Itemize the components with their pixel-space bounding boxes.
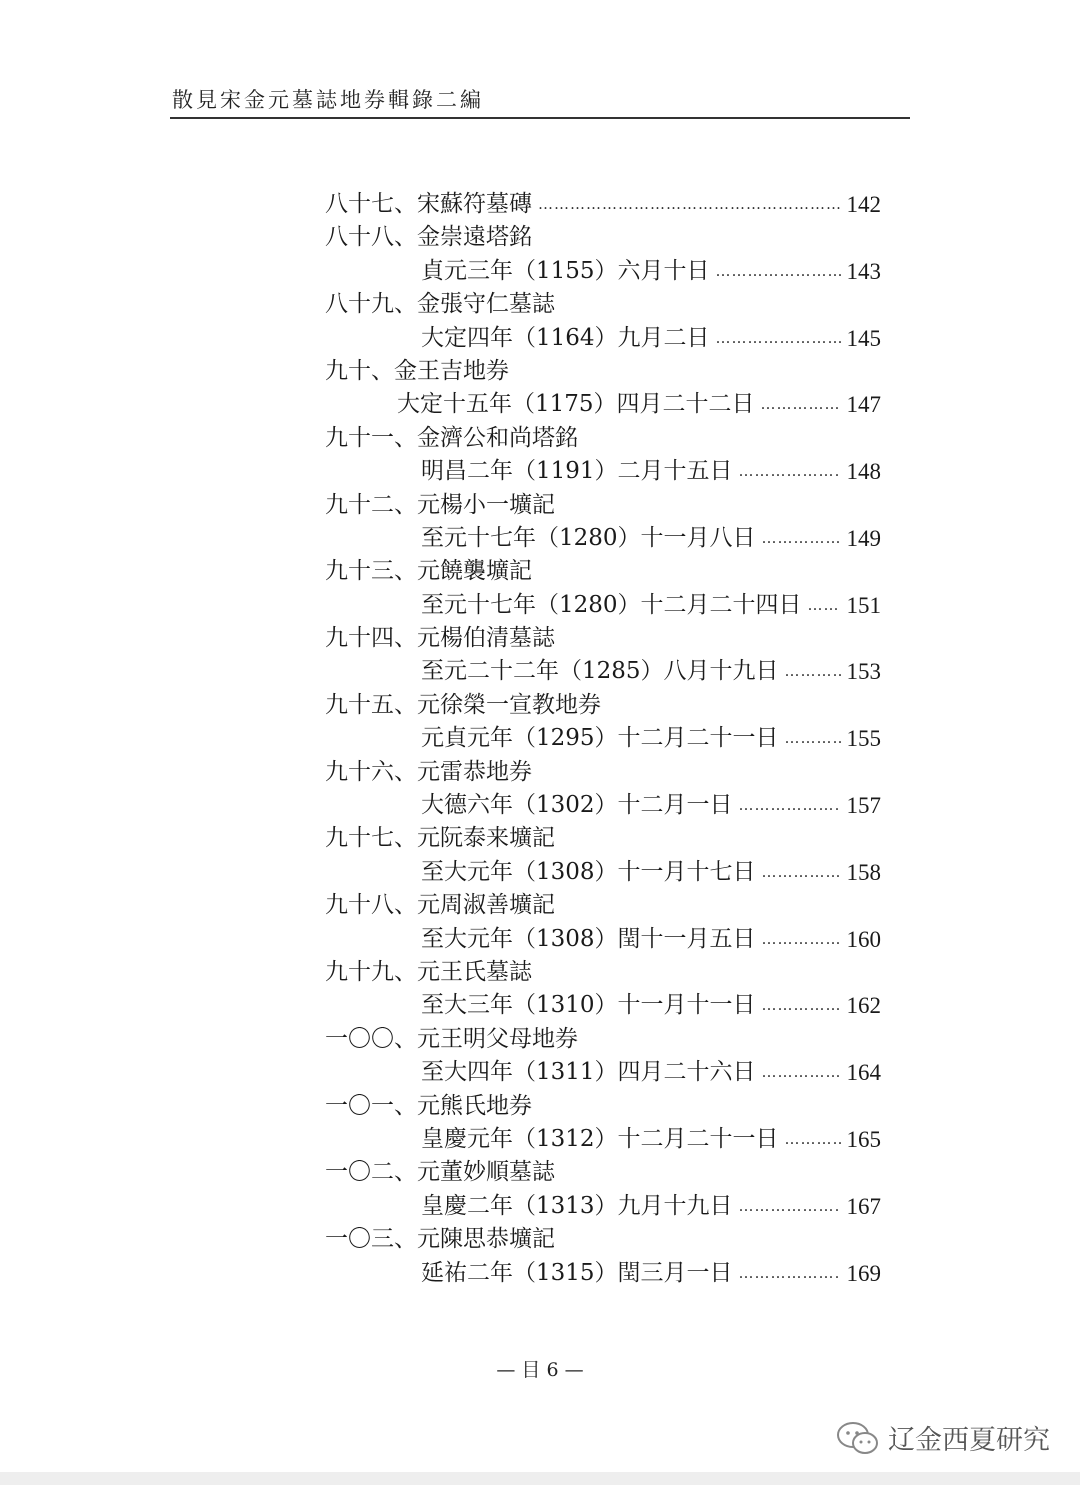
dot-leader: [716, 322, 841, 355]
header-rule: [170, 117, 910, 119]
toc-entry: [325, 1223, 881, 1290]
toc-page-number: 165: [846, 1126, 881, 1152]
toc-title-line: [325, 422, 881, 455]
toc-page-number: 151: [846, 592, 881, 618]
dot-leader: [739, 1257, 841, 1290]
toc-title-line: [325, 1156, 881, 1189]
toc-date-line: [325, 856, 881, 889]
toc-title-line: [325, 1023, 881, 1056]
dot-leader: [538, 188, 841, 221]
toc-entry-date: 至大元年（1308）十一月十七日: [421, 858, 756, 885]
dot-leader: [716, 255, 841, 288]
toc-page-number: 167: [846, 1193, 881, 1219]
toc-entry-date: 延祐二年（1315）閏三月一日: [421, 1259, 733, 1286]
dot-leader: [785, 722, 841, 755]
toc-entry-number: 一〇〇、: [325, 1025, 417, 1052]
watermark-text: 辽金西夏研究: [888, 1425, 1050, 1456]
toc-entry-date: 至大四年（1311）四月二十六日: [421, 1059, 756, 1086]
table-of-contents: [325, 188, 881, 1290]
toc-page-number: 147: [846, 392, 881, 418]
toc-title-line: [325, 355, 881, 388]
toc-title-line: [325, 221, 881, 254]
toc-entry: [325, 622, 881, 689]
dot-leader: [762, 1056, 841, 1089]
toc-entry-date: 元貞元年（1295）十二月二十一日: [421, 725, 779, 752]
toc-entry-title: 元楊伯清墓誌: [417, 625, 555, 652]
toc-title-line: [325, 822, 881, 855]
toc-entry-title: 元熊氏地券: [417, 1092, 532, 1119]
toc-entry-title: 元雷恭地券: [417, 758, 532, 785]
toc-page-number: 157: [846, 793, 881, 819]
toc-title-line: [325, 288, 881, 321]
toc-title-line: [325, 956, 881, 989]
dot-leader: [785, 655, 841, 688]
dot-leader: [762, 522, 841, 555]
toc-entry-date: 至大三年（1310）十一月十一日: [421, 992, 756, 1019]
dot-leader: [762, 923, 841, 956]
dot-leader: [739, 1190, 841, 1223]
page-folio: — 目 6 —: [496, 1359, 584, 1381]
toc-entry-number: 九十六、: [325, 758, 417, 785]
running-head: 散見宋金元墓誌地券輯錄二編: [172, 88, 484, 112]
toc-date-line: [325, 1257, 881, 1290]
toc-entry-number: 八十八、: [325, 224, 417, 251]
toc-entry-title: 金崇遠塔銘: [417, 224, 532, 251]
toc-entry-title: 元楊小一壙記: [417, 491, 555, 518]
toc-date-line: [325, 1190, 881, 1223]
toc-title-line: [325, 756, 881, 789]
toc-page-number: 145: [846, 325, 881, 351]
toc-date-line: [325, 388, 881, 421]
toc-entry-title: 金王吉地券: [394, 357, 509, 384]
dot-leader: [739, 455, 841, 488]
toc-entry-date: 皇慶元年（1312）十二月二十一日: [421, 1125, 779, 1152]
toc-entry-number: 九十五、: [325, 691, 417, 718]
dot-leader: [808, 589, 841, 622]
toc-entry-date: 明昌二年（1191）二月十五日: [421, 458, 733, 485]
dot-leader: [762, 856, 841, 889]
toc-entry: [325, 188, 881, 221]
dot-leader: [762, 989, 841, 1022]
toc-title-line: [325, 555, 881, 588]
dot-leader: [785, 1123, 841, 1156]
toc-entry-title: 元徐榮一宣教地券: [417, 691, 601, 718]
toc-entry-number: 九十、: [325, 357, 394, 384]
toc-entry-title: 金張守仁墓誌: [417, 291, 555, 318]
toc-page-number: 142: [846, 192, 881, 217]
toc-page-number: 148: [846, 459, 881, 485]
toc-entry: [325, 889, 881, 956]
toc-entry-date: 大德六年（1302）十二月一日: [421, 792, 733, 819]
dot-leader: [761, 388, 841, 421]
toc-entry-number: 九十九、: [325, 958, 417, 985]
toc-date-line: [325, 655, 881, 688]
toc-entry-title: 元王氏墓誌: [417, 958, 532, 985]
toc-entry-date: 至元十七年（1280）十一月八日: [421, 524, 756, 551]
toc-date-line: [325, 522, 881, 555]
toc-entry-date: 至元二十二年（1285）八月十九日: [421, 658, 779, 685]
toc-page-number: 162: [846, 993, 881, 1019]
toc-date-line: [325, 1056, 881, 1089]
toc-title-line: [325, 188, 881, 221]
toc-date-line: [325, 989, 881, 1022]
toc-entry-number: 一〇三、: [325, 1226, 417, 1253]
toc-date-line: [325, 589, 881, 622]
toc-entry-title: 元阮泰来壙記: [417, 825, 555, 852]
toc-page-number: 143: [846, 258, 881, 284]
toc-date-line: [325, 722, 881, 755]
toc-date-line: [325, 255, 881, 288]
toc-entry-title: 元陳思恭壙記: [417, 1226, 555, 1253]
toc-page-number: 153: [846, 659, 881, 685]
toc-entry-number: 一〇一、: [325, 1092, 417, 1119]
toc-entry-title: 元饒襲壙記: [417, 558, 532, 585]
toc-entry-date: 皇慶二年（1313）九月十九日: [421, 1192, 733, 1219]
toc-entry: [325, 489, 881, 556]
toc-entry-title: 元周淑善壙記: [417, 892, 555, 919]
toc-entry: [325, 288, 881, 355]
toc-entry: [325, 1090, 881, 1157]
toc-title-line: [325, 622, 881, 655]
toc-date-line: [325, 1123, 881, 1156]
toc-entry: [325, 1156, 881, 1223]
toc-entry-number: 九十八、: [325, 892, 417, 919]
toc-entry-date: 大定十五年（1175）四月二十二日: [397, 391, 755, 418]
toc-entry: [325, 956, 881, 1023]
toc-page-number: 169: [846, 1260, 881, 1286]
toc-entry-number: 九十二、: [325, 491, 417, 518]
toc-entry-date: 至元十七年（1280）十二月二十四日: [421, 591, 802, 618]
toc-entry-title: 元王明父母地券: [417, 1025, 578, 1052]
toc-page-number: 149: [846, 525, 881, 551]
toc-entry-date: 至大元年（1308）閏十一月五日: [421, 925, 756, 952]
toc-date-line: [325, 789, 881, 822]
toc-entry-title: 金濟公和尚塔銘: [417, 424, 578, 451]
toc-entry-date: 大定四年（1164）九月二日: [421, 324, 710, 351]
toc-entry-number: 八十七、: [325, 191, 417, 217]
toc-title-line: [325, 689, 881, 722]
toc-title-line: [325, 1090, 881, 1123]
toc-page-number: 158: [846, 859, 881, 885]
toc-entry-number: 一〇二、: [325, 1159, 417, 1186]
toc-title-line: [325, 1223, 881, 1256]
toc-entry-number: 九十七、: [325, 825, 417, 852]
toc-entry-number: 九十三、: [325, 558, 417, 585]
toc-entry: [325, 555, 881, 622]
toc-title-line: [325, 889, 881, 922]
toc-entry-title: 元董妙順墓誌: [417, 1159, 555, 1186]
toc-title-line: [325, 489, 881, 522]
toc-entry: [325, 355, 881, 422]
toc-entry: [325, 1023, 881, 1090]
toc-page-number: 160: [846, 926, 881, 952]
toc-entry-number: 九十四、: [325, 625, 417, 652]
toc-entry-title: 宋蘇符墓磚: [417, 191, 532, 217]
toc-entry: [325, 221, 881, 288]
bottom-strip: [0, 1472, 1080, 1485]
toc-date-line: [325, 923, 881, 956]
watermark: [836, 1418, 1050, 1457]
toc-entry: [325, 822, 881, 889]
toc-date-line: [325, 455, 881, 488]
toc-date-line: [325, 322, 881, 355]
toc-entry: [325, 422, 881, 489]
toc-entry-number: 九十一、: [325, 424, 417, 451]
toc-entry: [325, 689, 881, 756]
toc-entry-date: 貞元三年（1155）六月十日: [421, 257, 710, 284]
toc-page-number: 155: [846, 726, 881, 752]
wechat-icon: [836, 1420, 880, 1456]
toc-entry-number: 八十九、: [325, 291, 417, 318]
toc-page-number: 164: [846, 1060, 881, 1086]
toc-entry: [325, 756, 881, 823]
dot-leader: [739, 789, 841, 822]
